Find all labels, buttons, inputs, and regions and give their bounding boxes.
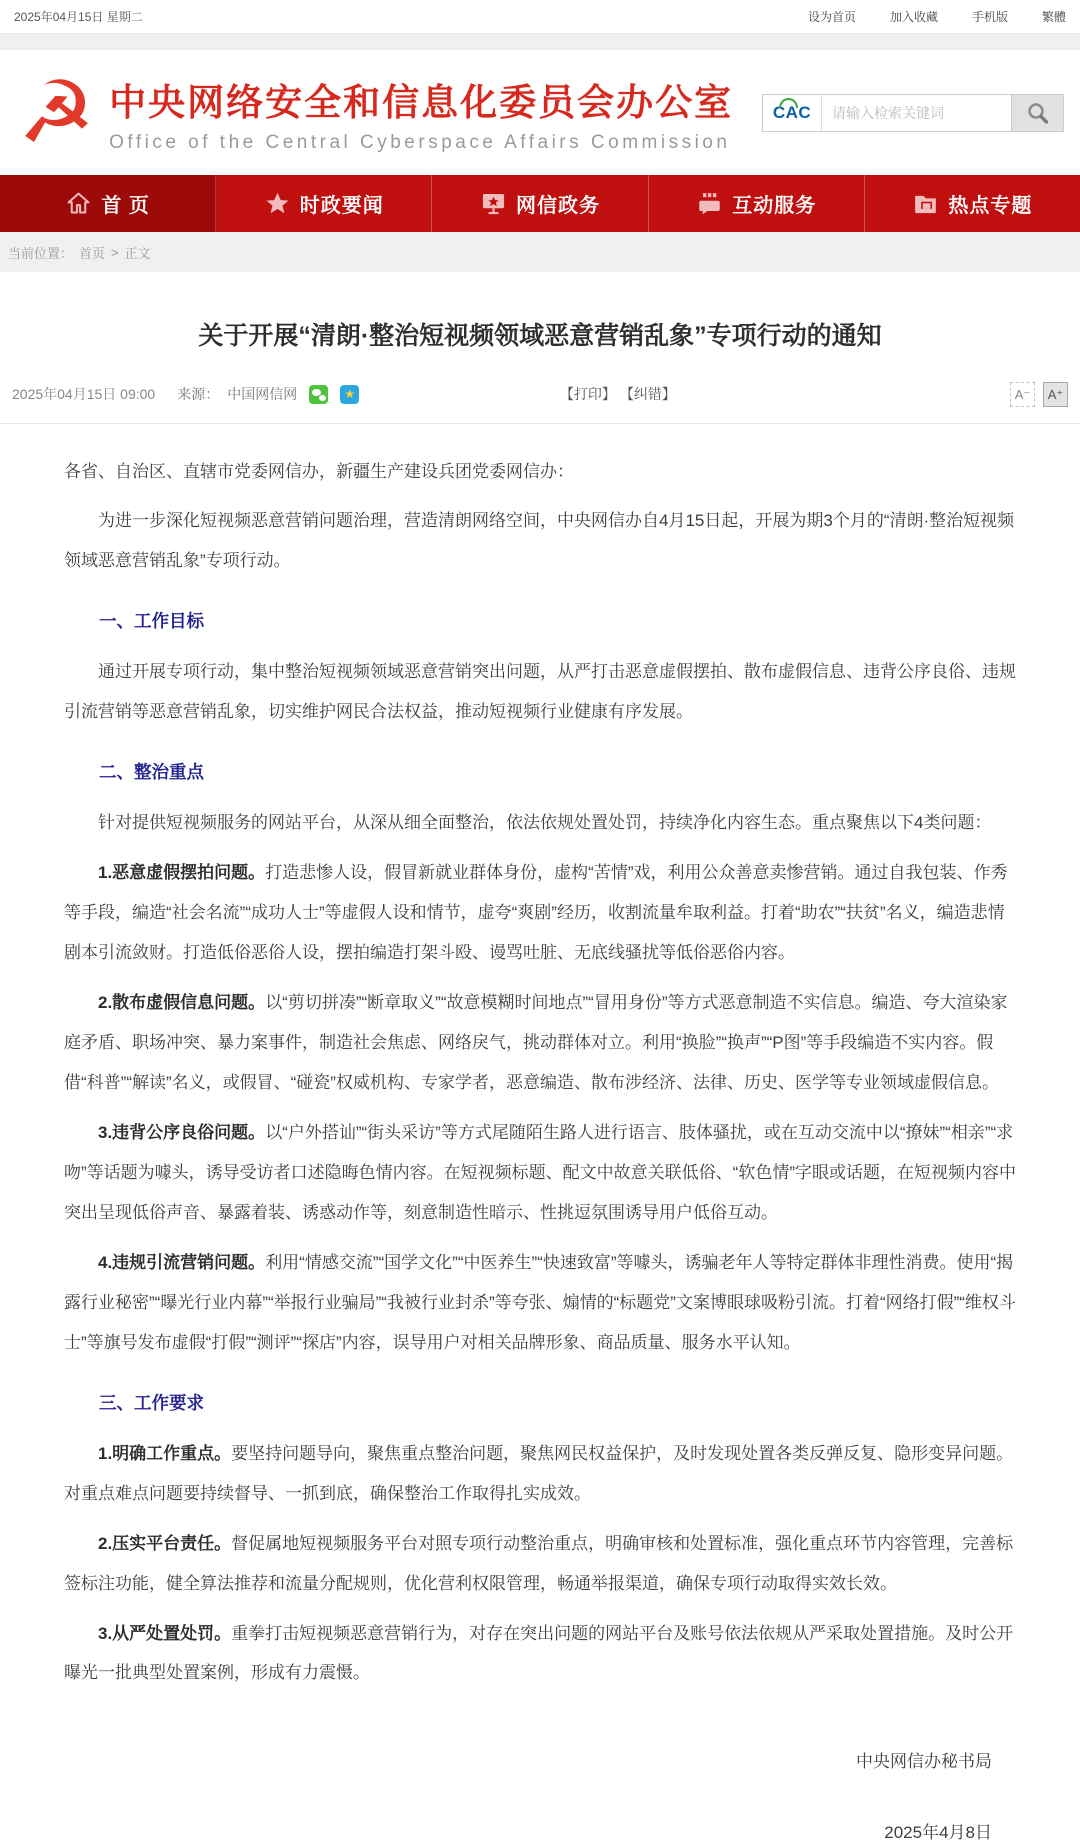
search-button[interactable] bbox=[1011, 95, 1063, 131]
focus-item-2-lead: 2.散布虚假信息问题。 bbox=[98, 993, 266, 1013]
breadcrumb-current: 正文 bbox=[124, 245, 151, 261]
article-title: 关于开展“清朗·整治短视频领域恶意营销乱象”专项行动的通知 bbox=[198, 322, 882, 350]
focus-item-3 bbox=[64, 1113, 1016, 1233]
star-icon bbox=[264, 190, 291, 217]
breadcrumb-label: 当前位置： bbox=[8, 245, 74, 261]
cac-logo-text: CAC bbox=[772, 102, 812, 122]
publish-datetime: 2025年04月15日 09:00 bbox=[12, 386, 156, 402]
add-favorite-link[interactable]: 加入收藏 bbox=[889, 10, 938, 24]
monitor-icon bbox=[480, 190, 507, 217]
home-icon bbox=[65, 190, 92, 217]
nav-label: 互动服务 bbox=[732, 195, 817, 217]
article-container bbox=[0, 272, 1080, 1843]
requirement-item-2-lead: 2.压实平台责任。 bbox=[98, 1533, 232, 1553]
requirement-item-2-text: 督促属地短视频服务平台对照专项行动整治重点，明确审核和处置标准，强化重点环节内容管理，完善标签标注功能，健全算法推荐和流量分配规则，优化营利权限管理，畅通举报渠道，确保专项行动取得实效长效。 bbox=[64, 1533, 1014, 1593]
nav-tab-interactive[interactable] bbox=[649, 175, 865, 232]
article-meta-row bbox=[0, 356, 1080, 424]
source-name: 中国网信网 bbox=[227, 386, 298, 402]
search-icon bbox=[1026, 101, 1050, 125]
signature-block bbox=[0, 1703, 1080, 1843]
nav-label: 首 页 bbox=[101, 195, 150, 217]
requirement-item-3-lead: 3.从严处置处罚。 bbox=[98, 1623, 232, 1643]
breadcrumb bbox=[0, 232, 1080, 272]
signature-date: 2025年4月8日 bbox=[884, 1823, 992, 1843]
site-title: 中央网络安全和信息化委员会办公室 bbox=[109, 81, 734, 123]
focus-item-4 bbox=[64, 1243, 1016, 1363]
focus-item-3-text: 以“户外搭讪”“街头采访”等方式尾随陌生路人进行语言、肢体骚扰，或在互动交流中以“撩妹”“相亲”“求吻”等话题为噱头，诱导受访者口述隐晦色情内容。在短视频标题、配文中故意关联低俗、“软色情”字眼或话题，在短视频内容中突出呈现低俗声音、暴露着装、诱惑动作等，刻意制造性暗示、性挑逗氛围诱导用户低俗互动。 bbox=[64, 1123, 1016, 1222]
section-heading-3: 三、工作要求 bbox=[99, 1392, 204, 1413]
site-subtitle: Office of the Central Cyberspace Affairs Commission bbox=[109, 131, 731, 153]
mobile-version-link[interactable]: 手机版 bbox=[971, 10, 1008, 24]
folder-icon bbox=[912, 190, 939, 217]
requirement-item-3-text: 重拳打击短视频恶意营销行为，对存在突出问题的网站平台及账号依法依规从严采取处置措施。及时公开曝光一批典型处置案例，形成有力震慑。 bbox=[64, 1623, 1014, 1683]
site-titles bbox=[109, 72, 733, 154]
focus-item-2 bbox=[64, 983, 1016, 1103]
meta-left bbox=[12, 384, 445, 404]
focus-item-3-lead: 3.违背公序良俗问题。 bbox=[98, 1123, 266, 1142]
search-bar bbox=[762, 94, 1064, 132]
current-date: 2025年04月15日 星期二 bbox=[14, 10, 143, 24]
top-gap bbox=[0, 34, 1080, 50]
requirement-item-2 bbox=[64, 1524, 1016, 1604]
nav-tab-home[interactable] bbox=[0, 175, 216, 232]
signature-org: 中央网信办秘书局 bbox=[856, 1752, 992, 1772]
top-links bbox=[808, 8, 1066, 25]
nav-tab-news[interactable] bbox=[216, 175, 432, 232]
error-report-button[interactable]: 【纠错】 bbox=[619, 386, 676, 402]
qzone-share-icon[interactable]: ★ bbox=[340, 385, 359, 404]
focus-item-4-lead: 4.违规引流营销问题。 bbox=[98, 1252, 266, 1272]
salutation-paragraph: 各省、自治区、直辖市党委网信办，新疆生产建设兵团党委网信办： bbox=[64, 461, 574, 481]
meta-actions bbox=[445, 384, 791, 404]
site-masthead bbox=[0, 50, 1080, 175]
cac-logo bbox=[763, 95, 821, 131]
breadcrumb-separator: > bbox=[111, 244, 119, 260]
intro-paragraph: 为进一步深化短视频恶意营销问题治理，营造清朗网络空间，中央网信办自4月15日起，开展为期3个月的“清朗·整治短视频领域恶意营销乱象”专项行动。 bbox=[64, 511, 1015, 571]
focus-item-1 bbox=[64, 853, 1016, 973]
search-area bbox=[762, 94, 1064, 132]
top-utility-bar bbox=[0, 0, 1080, 34]
goal-paragraph: 通过开展专项行动，集中整治短视频领域恶意营销突出问题，从严打击恶意虚假摆拍、散布虚假信息、违背公序良俗、违规引流营销等恶意营销乱象，切实维护网民合法权益，推动短视频行业健康有序发展。 bbox=[64, 662, 1016, 722]
section-heading-2: 二、整治重点 bbox=[99, 762, 204, 783]
font-larger-button[interactable]: A⁺ bbox=[1043, 382, 1068, 407]
main-nav bbox=[0, 175, 1080, 232]
party-emblem-icon: ☭ bbox=[18, 62, 96, 163]
focus-intro-paragraph: 针对提供短视频服务的网站平台，从深从细全面整治，依法依规处置处罚，持续净化内容生态。重点聚焦以下4类问题： bbox=[98, 813, 992, 833]
requirement-item-3 bbox=[64, 1614, 1016, 1694]
set-homepage-link[interactable]: 设为首页 bbox=[807, 10, 856, 24]
nav-tab-egov[interactable] bbox=[432, 175, 648, 232]
requirement-item-1 bbox=[64, 1434, 1016, 1514]
search-input[interactable] bbox=[821, 95, 1011, 131]
print-button[interactable]: 【打印】 bbox=[559, 386, 616, 402]
nav-label: 网信政务 bbox=[516, 195, 600, 217]
traditional-chinese-link[interactable]: 繁體 bbox=[1041, 10, 1066, 24]
focus-item-4-text: 利用“情感交流”“国学文化”“中医养生”“快速致富”等噱头，诱骗老年人等特定群体非理性消费。使用“揭露行业秘密”“曝光行业内幕”“举报行业骗局”“我被行业封杀”等夸张、煽情的“标题党”文案博眼球吸粉引流。打着“网络打假”“维权斗士”等旗号发布虚假“打假”“测评”“探店”内容，误导用户对相关品牌形象、商品质量、服务水平认知。 bbox=[64, 1252, 1016, 1352]
article-body bbox=[0, 424, 1080, 1694]
nav-label: 时政要闻 bbox=[299, 195, 384, 217]
chat-icon bbox=[696, 190, 723, 217]
nav-label: 热点专题 bbox=[948, 195, 1033, 217]
breadcrumb-home-link[interactable]: 首页 bbox=[79, 245, 106, 261]
section-heading-1: 一、工作目标 bbox=[99, 611, 204, 632]
nav-tab-topics[interactable] bbox=[865, 175, 1080, 232]
requirement-item-1-text: 要坚持问题导向，聚焦重点整治问题，聚焦网民权益保护，及时发现处置各类反弹反复、隐形变异问题。对重点难点问题要持续督导、一抓到底，确保整治工作取得扎实成效。 bbox=[64, 1443, 1014, 1503]
focus-item-2-text: 以“剪切拼凑”“断章取义”“故意模糊时间地点”“冒用身份”等方式恶意制造不实信息。编造、夸大渲染家庭矛盾、职场冲突、暴力案事件，制造社会焦虑、网络戾气，挑动群体对立。利用“换脸”“换声”“P图”等手段编造不实内容。假借“科普”“解读”名义，或假冒、“碰瓷”权威机构、专家学者，恶意编造、散布涉经济、法律、历史、医学等专业领域虚假信息。 bbox=[64, 993, 1008, 1093]
focus-item-1-text: 打造悲惨人设，假冒新就业群体身份，虚构“苦情”戏，利用公众善意卖惨营销。通过自我包装、作秀等手段，编造“社会名流”“成功人士”等虚假人设和情节，虚夸“爽剧”经历，收割流量牟取利益。打着“助农”“扶贫”名义，编造悲情剧本引流敛财。打造低俗恶俗人设，摆拍编造打架斗殴、谩骂吐脏、无底线骚扰等低俗恶俗内容。 bbox=[64, 863, 1008, 963]
font-size-controls bbox=[791, 382, 1068, 407]
wechat-share-icon[interactable] bbox=[309, 385, 328, 404]
source-label: 来源： bbox=[177, 386, 220, 402]
focus-item-1-lead: 1.恶意虚假摆拍问题。 bbox=[98, 863, 266, 883]
font-smaller-button[interactable]: A⁻ bbox=[1010, 382, 1035, 407]
requirement-item-1-lead: 1.明确工作重点。 bbox=[98, 1443, 232, 1463]
